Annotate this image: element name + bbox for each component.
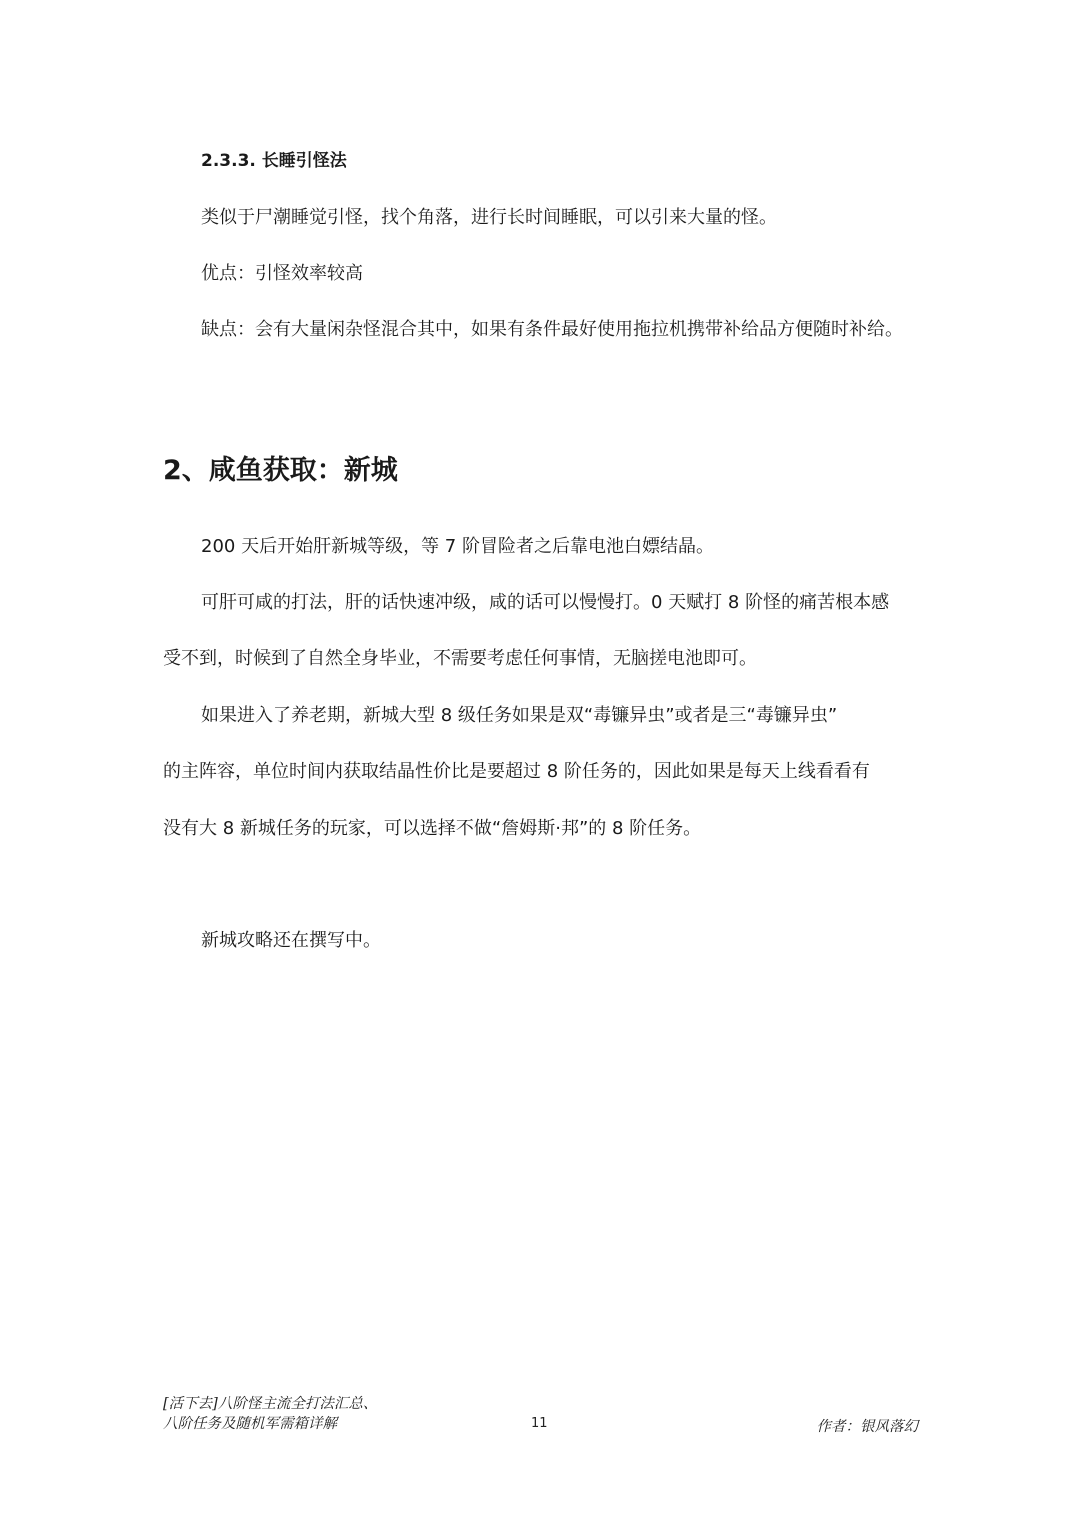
paragraph-line: 如果进入了养老期，新城大型 8 级任务如果是双“毒镰异虫”或者是三“毒镰异虫”	[201, 705, 838, 726]
paragraph-cons: 缺点：会有大量闲杂怪混合其中，如果有条件最好使用拖拉机携带补给品方便随时补给。	[201, 319, 903, 340]
section-subheading: 2.3.3. 长睡引怪法	[201, 151, 347, 171]
footer-document-title	[163, 1394, 377, 1434]
paragraph: 类似于尸潮睡觉引怪，找个角落，进行长时间睡眠，可以引来大量的怪。	[201, 207, 777, 228]
chapter-heading: 2、咸鱼获取：新城	[163, 455, 398, 486]
paragraph-line: 没有大 8 新城任务的玩家，可以选择不做“詹姆斯·邦”的 8 阶任务。	[163, 818, 702, 839]
page-footer	[163, 1394, 918, 1442]
paragraph: 200 天后开始肝新城等级，等 7 阶冒险者之后靠电池白嫖结晶。	[201, 536, 714, 557]
footer-title-line: [活下去]八阶怪主流全打法汇总、	[163, 1396, 378, 1412]
paragraph-line: 可肝可咸的打法，肝的话快速冲级，咸的话可以慢慢打。0 天赋打 8 阶怪的痛苦根本感	[201, 592, 890, 613]
paragraph: 新城攻略还在撰写中。	[201, 930, 381, 951]
paragraph-pros: 优点：引怪效率较高	[201, 263, 363, 284]
paragraph-line: 受不到，时候到了自然全身毕业，不需要考虑任何事情，无脑搓电池即可。	[163, 648, 757, 669]
footer-author: 作者：银风落幻	[816, 1419, 918, 1435]
paragraph-line: 的主阵容，单位时间内获取结晶性价比是要超过 8 阶任务的，因此如果是每天上线看看有	[163, 761, 870, 782]
page-number: 11	[531, 1416, 548, 1431]
footer-title-line: 八阶任务及随机军需箱详解	[163, 1416, 337, 1432]
